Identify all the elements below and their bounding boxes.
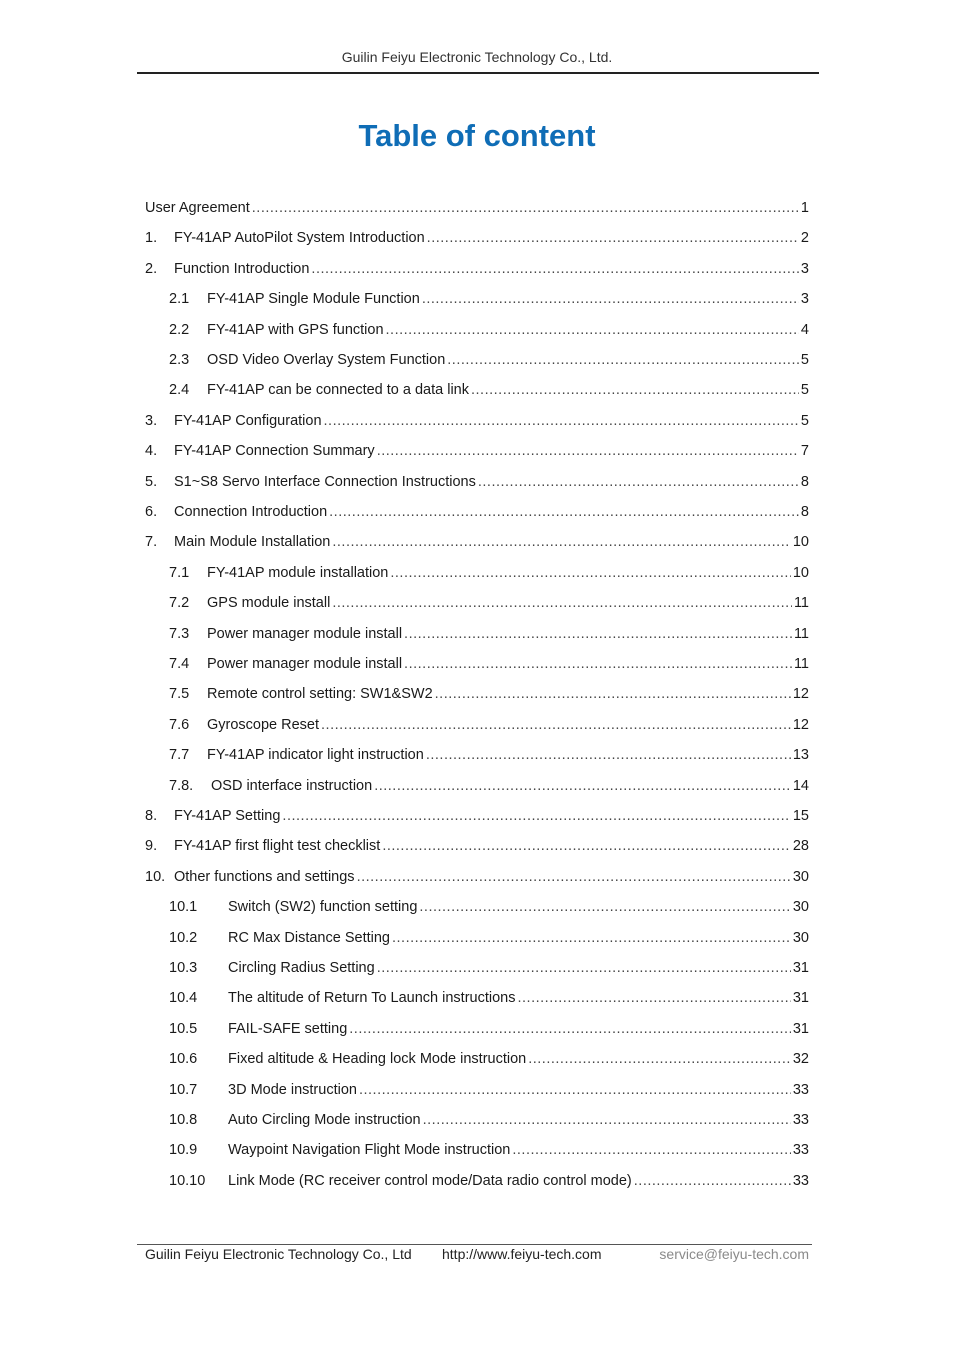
toc-entry-page: 5 — [800, 352, 809, 368]
toc-dot-leader — [427, 228, 799, 248]
toc-dot-leader — [528, 1049, 791, 1069]
page-header: Guilin Feiyu Electronic Technology Co., Ltd. — [341, 49, 613, 65]
toc-entry[interactable] — [169, 563, 809, 583]
toc-entry-label: FY-41AP with GPS function — [207, 321, 384, 338]
toc-dot-leader — [252, 198, 799, 218]
toc-entry[interactable] — [145, 867, 809, 887]
toc-entry-page: 31 — [792, 1020, 809, 1037]
toc-entry[interactable] — [169, 350, 809, 370]
toc-entry[interactable] — [169, 1110, 809, 1130]
toc-dot-leader — [324, 411, 799, 431]
toc-entry-label: S1~S8 Servo Interface Connection Instructions — [174, 473, 476, 490]
toc-entry-label: Switch (SW2) function setting — [228, 899, 418, 916]
toc-entry[interactable] — [145, 228, 809, 248]
toc-entry[interactable] — [169, 776, 809, 796]
toc-dot-leader — [282, 806, 790, 826]
toc-entry-label: FY-41AP Connection Summary — [174, 443, 375, 460]
toc-entry-number: 1. — [145, 230, 158, 247]
toc-entry[interactable] — [169, 958, 809, 978]
toc-dot-leader — [359, 1080, 791, 1100]
toc-dot-leader — [419, 897, 790, 917]
toc-entry-label: Waypoint Navigation Flight Mode instruction — [228, 1142, 511, 1159]
toc-entry-label: Other functions and settings — [174, 868, 355, 885]
toc-dot-leader — [382, 836, 791, 856]
toc-dot-leader — [377, 958, 791, 978]
toc-dot-leader — [321, 715, 791, 735]
footer-divider — [137, 1244, 812, 1245]
toc-dot-leader — [332, 593, 792, 613]
toc-entry[interactable] — [169, 380, 809, 400]
toc-dot-leader — [390, 563, 790, 583]
toc-entry-number: 10.5 — [169, 1020, 198, 1037]
toc-entry-label: The altitude of Return To Launch instructions — [228, 990, 516, 1007]
toc-entry-number: 10.9 — [169, 1142, 198, 1159]
toc-entry[interactable] — [169, 715, 809, 735]
toc-dot-leader — [447, 350, 799, 370]
toc-entry-page: 33 — [792, 1172, 809, 1189]
toc-entry-page: 11 — [793, 656, 809, 672]
header-divider — [137, 72, 819, 74]
toc-entry-number: 10.6 — [169, 1051, 198, 1068]
toc-entry-label: Power manager module install — [207, 625, 403, 642]
toc-entry-number: 10.1 — [169, 899, 198, 916]
toc-entry-label: FY-41AP first flight test checklist — [174, 838, 381, 855]
toc-entry-page: 32 — [792, 1051, 809, 1068]
toc-entry-page: 33 — [792, 1142, 809, 1159]
toc-entry-label: User Agreement — [145, 200, 250, 216]
toc-entry-number: 4. — [145, 443, 158, 460]
toc-entry[interactable] — [169, 745, 809, 765]
toc-dot-leader — [357, 867, 791, 887]
toc-dot-leader — [423, 1110, 791, 1130]
toc-entry-number: 10.4 — [169, 990, 198, 1007]
toc-entry-label: Function Introduction — [174, 260, 310, 277]
toc-entry-page: 15 — [792, 808, 809, 824]
toc-dot-leader — [426, 745, 791, 765]
toc-entry[interactable] — [169, 1080, 809, 1100]
toc-dot-leader — [392, 928, 791, 948]
toc-entry-number: 7.7 — [169, 747, 190, 764]
toc-entry-number: 10.8 — [169, 1112, 198, 1128]
toc-dot-leader — [349, 1019, 791, 1039]
toc-entry[interactable] — [169, 320, 809, 340]
toc-entry[interactable] — [145, 502, 809, 522]
toc-entry-page: 33 — [792, 1112, 809, 1128]
toc-entry-label: Fixed altitude & Heading lock Mode instruction — [228, 1051, 527, 1068]
toc-entry-label: OSD Video Overlay System Function — [207, 352, 446, 368]
toc-entry[interactable] — [145, 411, 809, 431]
toc-entry-number: 10.3 — [169, 960, 198, 976]
toc-entry[interactable] — [169, 654, 809, 674]
toc-entry-page: 33 — [792, 1081, 809, 1098]
toc-entry[interactable] — [145, 806, 809, 826]
toc-entry-label: FY-41AP module installation — [207, 564, 389, 581]
toc-entry[interactable] — [169, 593, 809, 613]
toc-entry[interactable] — [169, 1049, 809, 1069]
toc-entry-page: 11 — [793, 595, 809, 612]
toc-entry[interactable] — [169, 684, 809, 704]
toc-entry-number: 10.2 — [169, 929, 198, 946]
footer-company: Guilin Feiyu Electronic Technology Co., Ltd — [145, 1246, 412, 1262]
toc-dot-leader — [518, 988, 791, 1008]
toc-entry-number: 7.8. — [169, 777, 194, 794]
toc-entry-number: 2.4 — [169, 382, 190, 399]
toc-entry-page: 5 — [800, 382, 809, 399]
toc-dot-leader — [634, 1171, 791, 1191]
toc-entry-label: FY-41AP AutoPilot System Introduction — [174, 230, 425, 247]
toc-dot-leader — [471, 380, 799, 400]
toc-dot-leader — [329, 502, 799, 522]
toc-entry-number: 7.1 — [169, 564, 190, 581]
toc-entry-number: 7.4 — [169, 656, 190, 672]
toc-entry[interactable] — [169, 988, 809, 1008]
toc-entry-page: 5 — [800, 412, 809, 429]
toc-entry[interactable] — [169, 1019, 809, 1039]
toc-entry-page: 8 — [800, 504, 809, 520]
toc-entry[interactable] — [145, 532, 809, 552]
toc-entry-number: 7.3 — [169, 625, 190, 642]
toc-entry[interactable] — [145, 472, 809, 492]
toc-entry-label: Main Module Installation — [174, 534, 331, 551]
toc-entry-number: 10.7 — [169, 1081, 198, 1098]
toc-dot-leader — [386, 320, 799, 340]
toc-entry-page: 7 — [800, 443, 809, 460]
toc-entry[interactable] — [145, 836, 809, 856]
toc-entry-page: 30 — [792, 899, 809, 916]
toc-entry-page: 2 — [800, 230, 809, 247]
toc-entry-label: Auto Circling Mode instruction — [228, 1112, 421, 1128]
toc-entry-number: 7.2 — [169, 595, 190, 612]
toc-entry-number: 2. — [145, 260, 158, 277]
toc-entry[interactable] — [145, 198, 809, 218]
toc-entry-label: FY-41AP can be connected to a data link — [207, 382, 469, 399]
toc-entry[interactable] — [169, 289, 809, 309]
toc-entry-label: FY-41AP Configuration — [174, 412, 322, 429]
toc-entry-page: 3 — [800, 291, 809, 308]
toc-entry-label: 3D Mode instruction — [228, 1081, 357, 1098]
toc-dot-leader — [377, 441, 799, 461]
toc-dot-leader — [422, 289, 799, 309]
toc-entry-page: 11 — [793, 625, 809, 642]
toc-dot-leader — [311, 259, 799, 279]
toc-entry-number: 7.6 — [169, 716, 190, 733]
toc-dot-leader — [404, 654, 792, 674]
toc-entry-label: GPS module install — [207, 595, 331, 612]
toc-entry-page: 10 — [792, 534, 809, 551]
toc-entry-page: 13 — [792, 747, 809, 764]
toc-entry-number: 10.10 — [169, 1172, 206, 1189]
toc-dot-leader — [404, 624, 792, 644]
toc-entry-label: FAIL-SAFE setting — [228, 1020, 348, 1037]
toc-entry-page: 31 — [792, 960, 809, 976]
toc-entry-page: 12 — [792, 716, 809, 733]
toc-entry-number: 2.1 — [169, 291, 190, 308]
toc-entry-label: Power manager module install — [207, 656, 403, 672]
toc-entry-page: 14 — [792, 777, 809, 794]
toc-entry-number: 7.5 — [169, 686, 190, 703]
toc-dot-leader — [435, 684, 791, 704]
toc-entry-number: 9. — [145, 838, 158, 855]
toc-entry-label: Connection Introduction — [174, 504, 328, 520]
toc-entry-number: 2.2 — [169, 321, 190, 338]
toc-entry-number: 8. — [145, 808, 158, 824]
toc-entry-page: 28 — [792, 838, 809, 855]
toc-entry-label: Remote control setting: SW1&SW2 — [207, 686, 433, 703]
toc-entry-number: 10. — [145, 868, 166, 885]
toc-entry[interactable] — [169, 1171, 809, 1191]
toc-dot-leader — [478, 472, 799, 492]
toc-entry[interactable] — [145, 259, 809, 279]
toc-entry-number: 2.3 — [169, 352, 190, 368]
toc-entry-label: OSD interface instruction — [211, 777, 373, 794]
toc-entry-page: 10 — [792, 564, 809, 581]
toc-dot-leader — [374, 776, 791, 796]
footer-url-link[interactable]: http://www.feiyu-tech.com — [442, 1246, 602, 1262]
toc-entry-label: Gyroscope Reset — [207, 716, 320, 733]
toc-entry-page: 3 — [800, 260, 809, 277]
toc-entry-number: 3. — [145, 412, 158, 429]
toc-entry-page: 30 — [792, 929, 809, 946]
page-title: Table of content — [358, 118, 596, 153]
toc-entry[interactable] — [145, 441, 809, 461]
toc-entry-page: 8 — [800, 473, 809, 490]
toc-entry[interactable] — [169, 624, 809, 644]
toc-entry[interactable] — [169, 928, 809, 948]
toc-entry-number: 6. — [145, 504, 158, 520]
toc-entry-label: FY-41AP Single Module Function — [207, 291, 420, 308]
toc-entry[interactable] — [169, 1140, 809, 1160]
toc-entry-page: 31 — [792, 990, 809, 1007]
toc-entry-number: 7. — [145, 534, 158, 551]
toc-entry-number: 5. — [145, 473, 158, 490]
toc-entry-label: FY-41AP indicator light instruction — [207, 747, 424, 764]
toc-entry-label: RC Max Distance Setting — [228, 929, 390, 946]
toc-entry-page: 1 — [800, 200, 809, 216]
toc-entry-page: 4 — [800, 321, 809, 338]
toc-entry-page: 30 — [792, 868, 809, 885]
footer-email-link[interactable]: service@feiyu-tech.com — [659, 1246, 809, 1262]
toc-dot-leader — [512, 1140, 791, 1160]
toc-entry[interactable] — [169, 897, 809, 917]
toc-entry-label: Circling Radius Setting — [228, 960, 375, 976]
toc-dot-leader — [332, 532, 790, 552]
toc-entry-label: FY-41AP Setting — [174, 808, 281, 824]
toc-entry-label: Link Mode (RC receiver control mode/Data radio control mode) — [228, 1172, 632, 1189]
toc-entry-page: 12 — [792, 686, 809, 703]
